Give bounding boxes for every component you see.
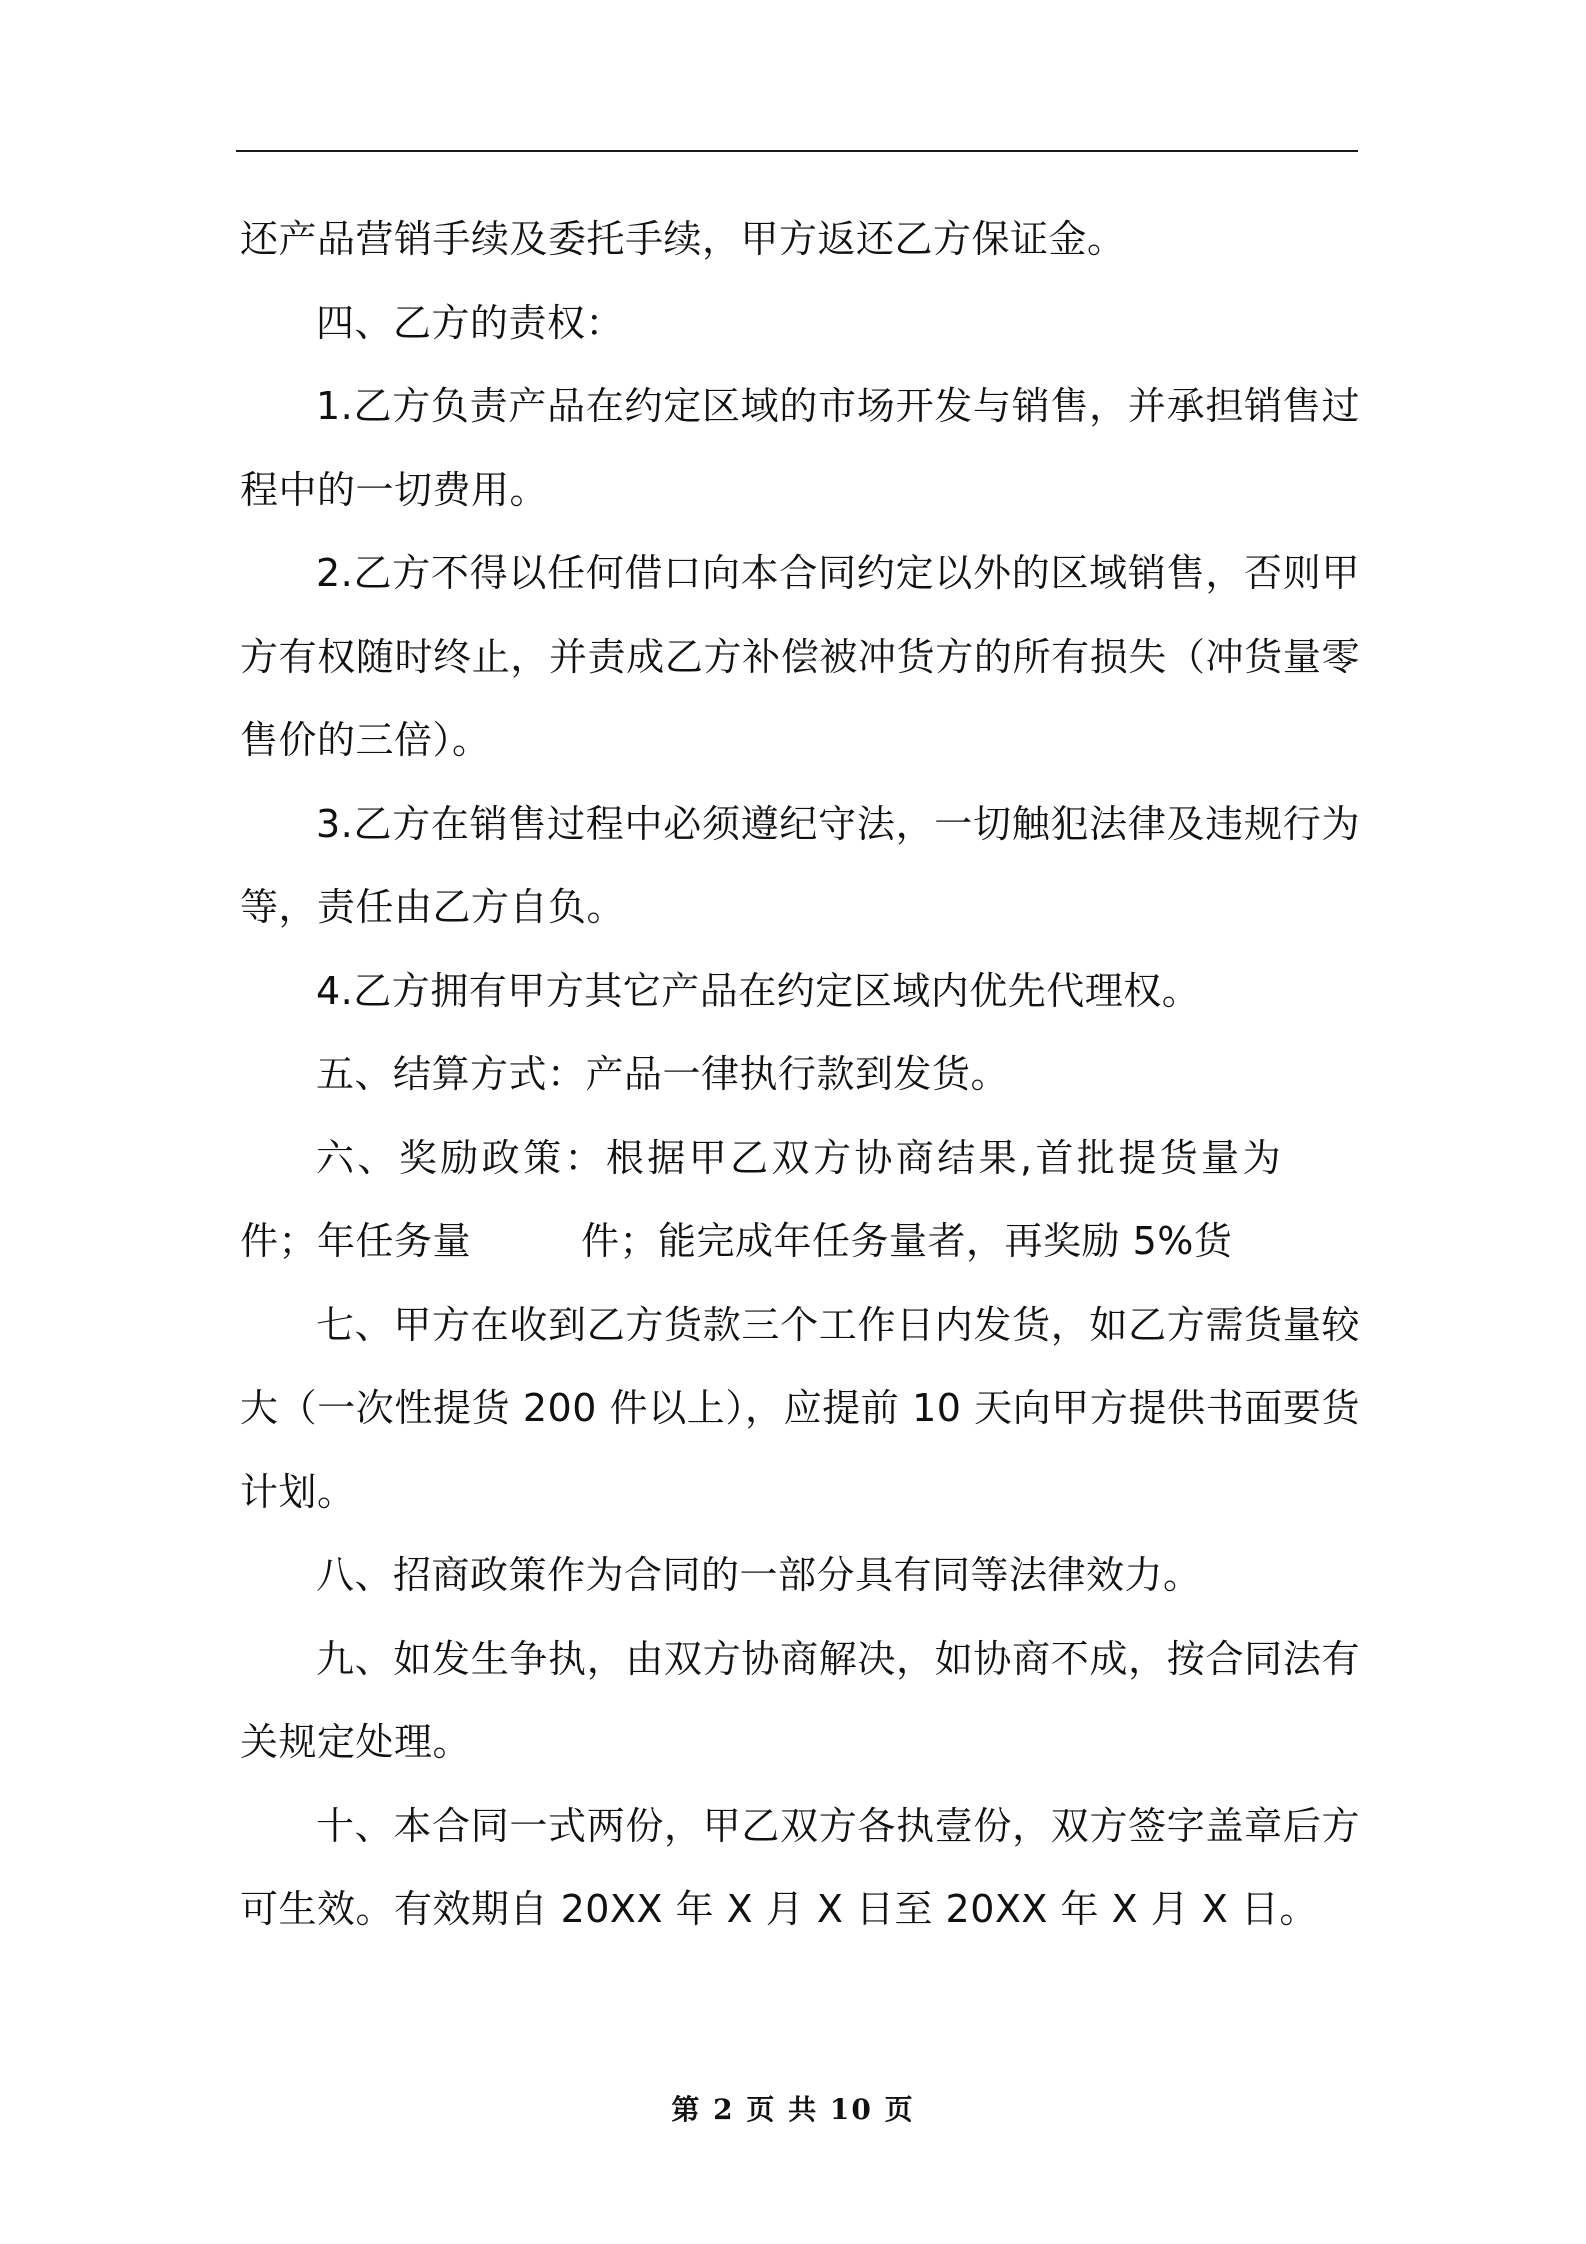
section-seven: 七、甲方在收到乙方货款三个工作日内发货，如乙方需货量较大（一次性提货 200 件以上），应提前 10 天向甲方提供书面要货计划。 bbox=[240, 1302, 1360, 1514]
page-number: 第 2 页 共 10 页 bbox=[671, 2093, 915, 2126]
clause-4-1: 1.乙方负责产品在约定区域的市场开发与销售，并承担销售过程中的一切费用。 bbox=[240, 384, 1360, 512]
clause-4-2: 2.乙方不得以任何借口向本合同约定以外的区域销售，否则甲方有权随时终止，并责成乙方补偿被冲货方的所有损失（冲货量零售价的三倍）。 bbox=[240, 551, 1360, 762]
section-ten: 十、本合同一式两份，甲乙双方各执壹份，双方签字盖章后方可生效。有效期自 20XX 年 X 月 X 日至 20XX 年 X 月 X 日。 bbox=[240, 1803, 1360, 1931]
clause-4-3: 3.乙方在销售过程中必须遵纪守法，一切触犯法律及违规行为等，责任由乙方自负。 bbox=[240, 801, 1360, 929]
section-five: 五、结算方式：产品一律执行款到发货。 bbox=[316, 1052, 1010, 1096]
section-nine: 九、如发生争执，由双方协商解决，如协商不成，按合同法有关规定处理。 bbox=[240, 1636, 1360, 1764]
section-six-part3: 件；能完成年任务量者，再奖励 5%货 bbox=[581, 1219, 1233, 1263]
section-six bbox=[240, 1117, 1360, 1284]
section-four-heading: 四、乙方的责权： bbox=[316, 300, 625, 345]
header-rule bbox=[236, 150, 1358, 152]
document-body bbox=[240, 198, 1360, 1952]
section-six-part1: 六、奖励政策：根据甲乙双方协商结果,首批提货量为 bbox=[316, 1135, 1284, 1180]
paragraph-continuation: 还产品营销手续及委托手续，甲方返还乙方保证金。 bbox=[240, 217, 1126, 261]
section-six-part2: 件；年任务量 bbox=[240, 1219, 472, 1263]
clause-4-4: 4.乙方拥有甲方其它产品在约定区域内优先代理权。 bbox=[316, 968, 1201, 1013]
section-eight: 八、招商政策作为合同的一部分具有同等法律效力。 bbox=[316, 1553, 1202, 1597]
